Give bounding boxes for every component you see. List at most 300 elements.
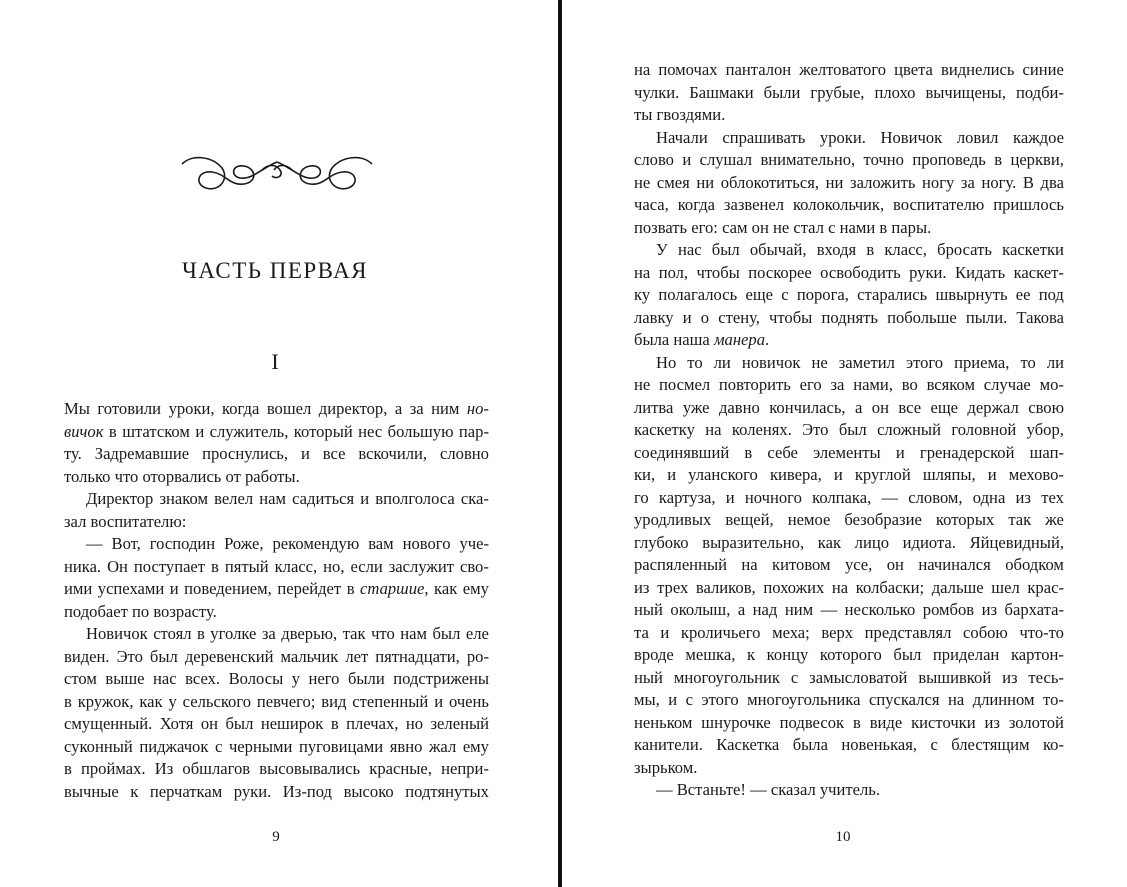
word: выразительно, xyxy=(702,532,805,552)
word: синие xyxy=(1022,60,1064,79)
word: околыш, xyxy=(670,600,731,619)
word: представлял xyxy=(864,622,952,642)
left-page xyxy=(0,0,558,887)
word: картуза, xyxy=(658,487,716,507)
text-line xyxy=(634,397,1064,420)
word: Кидать xyxy=(955,262,1006,282)
word: — xyxy=(820,600,838,619)
word: новенькая, xyxy=(841,735,918,754)
word: Это xyxy=(116,646,143,666)
text-line xyxy=(64,601,489,624)
word: нес xyxy=(358,421,383,441)
word: из xyxy=(1002,667,1018,687)
word: обшлагов xyxy=(182,759,251,778)
word: был xyxy=(711,240,740,259)
word: когда xyxy=(677,195,716,214)
word: колокольчик, xyxy=(792,195,885,214)
page-number-left: 9 xyxy=(272,829,280,845)
text-line xyxy=(634,172,1064,195)
text-line xyxy=(634,487,1064,510)
word: но- xyxy=(466,399,489,418)
word: непри- xyxy=(441,759,489,778)
word: в xyxy=(744,442,753,462)
word: цвета xyxy=(894,60,933,79)
word: нас xyxy=(677,240,702,259)
text-line xyxy=(634,689,1064,712)
text-line xyxy=(64,781,489,804)
word: поведением, xyxy=(184,579,272,598)
word: несколько xyxy=(844,600,916,619)
text-line xyxy=(64,736,489,759)
word: явно xyxy=(389,736,423,756)
word: круглой xyxy=(854,465,911,484)
word: шел xyxy=(991,577,1020,597)
word: ки, xyxy=(634,465,656,484)
word: велел xyxy=(214,489,254,508)
word: заложить xyxy=(850,172,916,192)
word: ее xyxy=(1015,285,1031,304)
word: певчего; xyxy=(256,691,316,711)
word: все xyxy=(322,444,346,463)
word: перчаткам xyxy=(149,781,223,801)
word: пиджачок xyxy=(139,736,209,756)
word: помочах xyxy=(658,60,718,79)
word: колбаски; xyxy=(855,577,925,597)
text-line xyxy=(634,442,1064,465)
word: с xyxy=(781,285,789,304)
word: еле xyxy=(465,624,489,643)
word: Директор xyxy=(86,489,154,508)
word: стоял xyxy=(153,624,192,643)
word: го xyxy=(634,487,649,507)
word: грубые, xyxy=(810,82,865,102)
word: неширок xyxy=(260,714,324,733)
word: а xyxy=(854,397,863,417)
word: в xyxy=(211,556,219,576)
word: черными xyxy=(228,736,293,756)
word: вполголоса xyxy=(375,489,455,508)
word: виде xyxy=(869,712,903,732)
word: вроде xyxy=(634,645,674,664)
word: вещей, xyxy=(725,510,774,529)
word: во xyxy=(901,375,918,394)
word: уже xyxy=(682,397,710,417)
word: с xyxy=(214,736,223,756)
word: картон- xyxy=(1010,645,1064,664)
word: на xyxy=(741,555,758,574)
word: и xyxy=(667,465,677,484)
word: на xyxy=(634,60,651,79)
word: головной xyxy=(951,420,1017,439)
word: на xyxy=(947,690,965,709)
word: тесь- xyxy=(1028,667,1064,687)
word: чтобы xyxy=(769,307,813,327)
word: степенный xyxy=(352,691,429,711)
text-line xyxy=(64,556,489,579)
word: Яйцевидный, xyxy=(969,532,1064,552)
word: — Встаньте! — сказал учитель. xyxy=(656,780,881,799)
word: Хотя xyxy=(159,714,194,733)
word: красные, xyxy=(369,759,432,778)
word: повторить xyxy=(718,375,791,394)
word: золотой xyxy=(1008,712,1064,732)
word: дверью, xyxy=(281,624,338,643)
word: блестящим xyxy=(951,735,1030,754)
text-line xyxy=(634,644,1064,667)
word: нам xyxy=(259,489,286,508)
word: ободком xyxy=(1005,555,1064,574)
word: и xyxy=(668,690,678,709)
text-line xyxy=(634,352,1064,375)
word: ку xyxy=(634,285,651,304)
word: каскет- xyxy=(1013,262,1064,282)
word: в xyxy=(330,714,339,733)
word: служитель, xyxy=(209,421,289,441)
word: входя xyxy=(816,240,857,259)
text-line xyxy=(634,757,1064,780)
word: из xyxy=(634,577,650,597)
word: убор, xyxy=(1026,420,1064,439)
word: дальше xyxy=(931,577,984,597)
word: уголке xyxy=(210,624,257,643)
word: нового xyxy=(402,534,451,553)
word: то- xyxy=(1043,690,1064,709)
word: смея xyxy=(656,172,690,192)
word: Это xyxy=(802,420,829,439)
word: начинался xyxy=(918,555,991,574)
word: всяком xyxy=(926,375,975,394)
word: трех xyxy=(657,577,689,597)
word: за xyxy=(409,399,424,418)
text-line xyxy=(64,443,489,466)
word: не xyxy=(634,172,651,192)
word: был xyxy=(893,645,922,664)
word: в xyxy=(866,240,875,259)
word: в xyxy=(196,624,205,643)
word: же xyxy=(1045,510,1064,529)
word: пуговицами xyxy=(298,736,384,756)
word: кивера, xyxy=(769,465,822,484)
text-line xyxy=(64,713,489,736)
word: два xyxy=(1040,172,1064,192)
word: слушал xyxy=(699,150,753,169)
word: но xyxy=(405,714,424,733)
word: сво- xyxy=(459,556,489,576)
word: кисточки xyxy=(911,712,976,732)
word: У xyxy=(656,240,668,259)
text-line xyxy=(634,194,1064,217)
word: литва xyxy=(634,397,674,417)
word: что-то xyxy=(1019,622,1064,642)
text-line xyxy=(634,509,1064,532)
text-line xyxy=(634,307,1064,330)
word: верх xyxy=(821,622,854,642)
word: деревенский xyxy=(184,646,274,666)
word: этого xyxy=(905,352,944,372)
word: еще xyxy=(930,397,958,417)
text-line xyxy=(634,217,1064,240)
word: знаком xyxy=(159,489,208,508)
word: класс, xyxy=(274,556,318,576)
part-title: ЧАСТЬ ПЕРВАЯ xyxy=(181,258,369,283)
text-line xyxy=(634,599,1064,622)
word: ими xyxy=(64,579,93,598)
word: безобразие xyxy=(844,510,922,529)
word: ный xyxy=(634,667,663,687)
text-line xyxy=(634,59,1064,82)
word: случае xyxy=(983,375,1031,394)
word: ним xyxy=(784,600,814,619)
word: был xyxy=(432,624,461,643)
word: та xyxy=(634,622,649,642)
word: проповедь xyxy=(912,150,986,169)
word: немое xyxy=(787,510,831,529)
word: коленях. xyxy=(731,420,792,439)
word: то xyxy=(687,352,703,372)
text-line xyxy=(634,149,1064,172)
word: позвать его: сам он не стал с нами в пары. xyxy=(634,217,932,237)
word: так xyxy=(1008,510,1032,529)
text-line xyxy=(64,623,489,646)
text-line xyxy=(634,554,1064,577)
word: подвесок xyxy=(779,712,845,732)
word: мешка, xyxy=(685,645,736,664)
word: вошел xyxy=(266,399,312,418)
word: Начали xyxy=(656,127,708,147)
word: гренадерской xyxy=(919,442,1015,462)
word: многоугольника xyxy=(747,690,861,709)
word: Такова xyxy=(1016,307,1064,327)
word: плечах, xyxy=(346,714,399,733)
word: зазвенел xyxy=(723,195,785,214)
text-line xyxy=(634,734,1064,757)
word: нас xyxy=(153,669,177,688)
word: плохо xyxy=(874,82,916,102)
text-line xyxy=(634,284,1064,307)
word: за xyxy=(960,172,975,192)
word: к xyxy=(130,781,139,801)
word: лицо xyxy=(854,532,890,552)
word: и xyxy=(434,691,444,711)
word: шап- xyxy=(1029,442,1064,462)
word: на xyxy=(705,420,722,439)
word: к xyxy=(746,645,756,664)
word: вычные xyxy=(64,781,119,801)
word: в xyxy=(108,421,117,441)
text-line xyxy=(634,464,1064,487)
word: вычищены, xyxy=(925,82,1006,102)
word: старшие, xyxy=(360,579,429,598)
word: готовили xyxy=(97,399,162,418)
word: а xyxy=(737,600,746,619)
word: ко- xyxy=(1042,735,1064,754)
word: подстрижены xyxy=(393,669,489,688)
word: одна xyxy=(972,487,1006,507)
word: зырьком. xyxy=(634,757,698,777)
word: свою xyxy=(1028,397,1064,417)
word: словом, xyxy=(908,487,963,507)
word: приема, xyxy=(954,352,1010,372)
word: которого xyxy=(819,645,882,664)
word: высоко xyxy=(343,781,394,801)
word: ный xyxy=(634,600,663,619)
word: высовывались xyxy=(259,759,361,778)
word: порога, xyxy=(796,285,849,304)
word: соединявший xyxy=(634,442,730,462)
page-number-right: 10 xyxy=(835,829,851,845)
word: поступает xyxy=(133,556,206,576)
word: каждое xyxy=(1013,127,1064,147)
word: рекомендую xyxy=(272,534,360,553)
word: Но xyxy=(656,352,677,372)
word: уроки. xyxy=(819,127,866,147)
word: мехово- xyxy=(1008,465,1064,484)
word: словно xyxy=(440,444,489,463)
word: был xyxy=(149,646,178,666)
word: у xyxy=(291,669,301,688)
word: были xyxy=(763,82,801,102)
word: был xyxy=(838,420,867,439)
word: — xyxy=(86,534,103,553)
word: держал xyxy=(967,397,1019,417)
word: колпака, xyxy=(812,487,872,507)
word: вскочили, xyxy=(358,444,428,463)
word: как xyxy=(139,691,163,711)
word: панталон xyxy=(725,60,792,79)
word: старались xyxy=(857,285,928,304)
word: пол, xyxy=(658,262,689,282)
word: подби- xyxy=(1015,82,1064,102)
word: из xyxy=(981,600,998,619)
word: который xyxy=(293,421,353,441)
word: суконный xyxy=(64,736,133,756)
word: если xyxy=(350,556,383,576)
word: проймах. xyxy=(81,759,146,778)
word: из xyxy=(1015,487,1031,507)
word: все xyxy=(898,397,922,417)
text-line xyxy=(634,329,1064,352)
word: нами, xyxy=(853,375,893,394)
word: концу xyxy=(766,645,809,664)
word: и xyxy=(660,622,670,642)
word: ногу xyxy=(922,172,955,192)
word: тех xyxy=(1041,487,1064,507)
word: в xyxy=(346,579,355,598)
word: церкви, xyxy=(1010,150,1064,169)
word: полагалось xyxy=(658,285,738,304)
word: зеленый xyxy=(430,714,489,733)
text-line xyxy=(634,82,1064,105)
word: Мы xyxy=(64,399,90,418)
word: директор, xyxy=(318,399,388,418)
text-line xyxy=(634,779,1064,802)
word: руки. xyxy=(233,781,272,801)
word: канители. xyxy=(634,735,703,754)
word: успехами xyxy=(97,579,165,598)
right-text-column xyxy=(634,59,1064,802)
word: с xyxy=(790,667,799,687)
word: усе, xyxy=(844,555,873,574)
text-line xyxy=(634,577,1064,600)
word: замысловатой xyxy=(809,667,908,687)
word: что xyxy=(371,624,395,643)
word: вышивкой xyxy=(918,667,992,687)
word: виднелись xyxy=(940,60,1015,79)
text-line xyxy=(634,712,1064,735)
text-line xyxy=(64,533,489,556)
word: крас- xyxy=(1027,577,1064,597)
word: Башмаки xyxy=(689,82,754,102)
word: и xyxy=(195,421,205,441)
word: глубоко xyxy=(634,532,689,552)
word: точно xyxy=(863,150,904,169)
word: ли xyxy=(1046,352,1064,372)
word: и xyxy=(300,444,310,463)
word: себе xyxy=(767,442,798,462)
word: неньком xyxy=(634,712,693,732)
text-line xyxy=(64,668,489,691)
text-line xyxy=(64,421,489,444)
word: за xyxy=(261,624,276,643)
word: шляпы, xyxy=(922,465,976,484)
word: не xyxy=(634,375,651,394)
word: Из xyxy=(154,759,174,778)
word: этого xyxy=(701,690,739,709)
word: была наша манера. xyxy=(634,330,770,349)
word: но, xyxy=(323,556,345,576)
word: кружок, xyxy=(77,691,134,711)
word: заметил xyxy=(838,352,895,372)
word: у xyxy=(168,691,177,711)
word: ромбов xyxy=(922,600,975,619)
word: подтянутых xyxy=(405,781,489,801)
word: сельского xyxy=(182,691,252,711)
word: из xyxy=(984,712,1000,732)
word: как xyxy=(817,532,842,552)
word: собою xyxy=(963,622,1008,642)
text-line xyxy=(634,127,1064,150)
word: Каскетка xyxy=(716,735,780,754)
word: пришлось xyxy=(993,195,1064,214)
word: многоугольник xyxy=(673,667,780,687)
text-line xyxy=(64,646,489,669)
word: ночного xyxy=(744,487,802,507)
word: спрашивать xyxy=(722,127,806,147)
word: господин xyxy=(149,534,216,553)
word: валиков, xyxy=(695,577,756,597)
word: ни xyxy=(825,172,844,192)
word: слово xyxy=(634,150,674,169)
word: распяленный xyxy=(634,555,727,574)
word: смущенный. xyxy=(64,714,153,733)
word: поднять xyxy=(821,307,878,327)
word: выше xyxy=(105,669,145,688)
word: облокотиться, xyxy=(720,172,820,192)
word: с xyxy=(685,690,694,709)
word: подобает по возрасту. xyxy=(64,601,217,621)
word: каскетку xyxy=(634,420,695,439)
word: обычай, xyxy=(749,240,807,259)
word: была xyxy=(792,735,828,754)
word: нам xyxy=(400,624,427,643)
word: заслужит xyxy=(388,556,454,576)
word: вичок xyxy=(64,421,104,441)
word: Вот, xyxy=(111,534,141,553)
word: ним xyxy=(431,399,460,418)
text-line xyxy=(64,691,489,714)
left-text-column xyxy=(64,398,489,803)
word: над xyxy=(752,600,778,619)
